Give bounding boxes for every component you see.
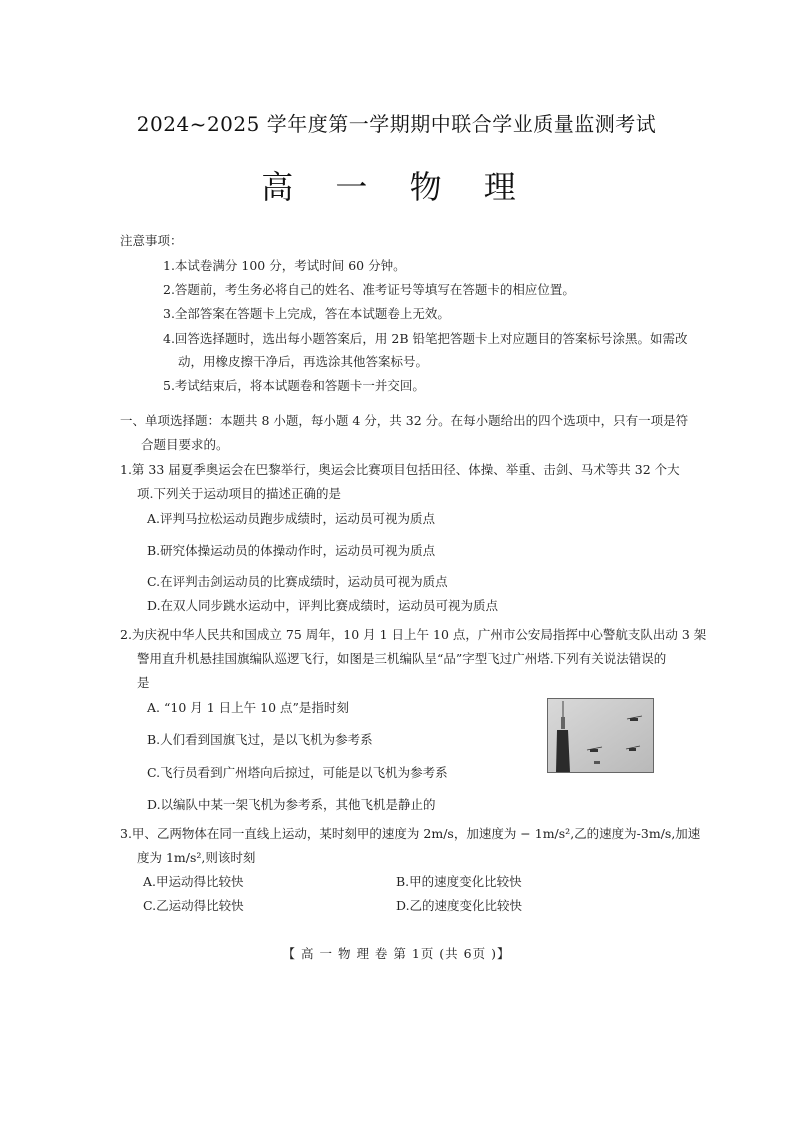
notice-item: 4.回答选择题时，选出每小题答案后，用 2B 铅笔把答题卡上对应题目的答案标号涂黑。如需改 xyxy=(163,331,688,346)
section-heading: 一、单项选择题：本题共 8 小题，每小题 4 分，共 32 分。在每小题给出的四个选项中，只有一项是符 xyxy=(120,413,689,428)
question-2-stem-continuation: 是 xyxy=(137,675,150,690)
question-3-stem: 3.甲、乙两物体在同一直线上运动，某时刻甲的速度为 2m/s，加速度为 − 1m/s²,乙的速度为-3m/s,加速 xyxy=(120,826,701,841)
exam-title: 2024~2025 学年度第一学期期中联合学业质量监测考试 xyxy=(136,112,657,136)
flag xyxy=(594,761,600,764)
notice-item: 2.答题前，考生务必将自己的姓名、准考证号等填写在答题卡的相应位置。 xyxy=(163,282,575,297)
question-1-option-a: A.评判马拉松运动员跑步成绩时，运动员可视为质点 xyxy=(147,511,436,526)
question-3-option-c: C.乙运动得比较快 xyxy=(143,898,244,913)
question-2-option-c: C.飞行员看到广州塔向后掠过，可能是以飞机为参考系 xyxy=(147,765,448,780)
question-3-option-a: A.甲运动得比较快 xyxy=(143,874,244,889)
question-2-option-b: B.人们看到国旗飞过，是以飞机为参考系 xyxy=(147,732,373,747)
question-2-stem-continuation: 警用直升机悬挂国旗编队巡逻飞行，如图是三机编队呈“品”字型飞过广州塔.下列有关说法错误的 xyxy=(137,651,667,666)
notice-item: 3.全部答案在答题卡上完成，答在本试题卷上无效。 xyxy=(163,306,450,321)
question-3-option-d: D.乙的速度变化比较快 xyxy=(396,898,523,913)
page-footer: 【 高 一 物 理 卷 第 1页 (共 6页 )】 xyxy=(282,946,511,961)
question-1-option-b: B.研究体操运动员的体操动作时，运动员可视为质点 xyxy=(147,543,436,558)
question-3-option-b: B.甲的速度变化比较快 xyxy=(396,874,522,889)
notice-item: 1.本试卷满分 100 分，考试时间 60 分钟。 xyxy=(163,258,406,273)
question-2-option-d: D.以编队中某一架飞机为参考系，其他飞机是静止的 xyxy=(147,797,436,812)
question-1-stem-continuation: 项.下列关于运动项目的描述正确的是 xyxy=(137,486,341,501)
question-2-option-a: A. “10 月 1 日上午 10 点”是指时刻 xyxy=(147,700,349,715)
question-1-option-d: D.在双人同步跳水运动中，评判比赛成绩时，运动员可视为质点 xyxy=(147,598,499,613)
notice-item: 5.考试结束后，将本试题卷和答题卡一并交回。 xyxy=(163,378,425,393)
notice-item-continuation: 动，用橡皮擦干净后，再选涂其他答案标号。 xyxy=(178,354,429,369)
question-3-stem-continuation: 度为 1m/s²,则该时刻 xyxy=(137,850,256,865)
question-1-stem: 1.第 33 届夏季奥运会在巴黎举行，奥运会比赛项目包括田径、体操、举重、击剑、马术等共 32 个大 xyxy=(120,462,680,477)
notice-heading: 注意事项： xyxy=(120,233,183,248)
question-1-option-c: C.在评判击剑运动员的比赛成绩时，运动员可视为质点 xyxy=(147,574,448,589)
canton-tower-photo xyxy=(547,698,654,773)
tower-body xyxy=(556,730,570,772)
section-heading-continuation: 合题目要求的。 xyxy=(141,437,229,452)
subject-title: 高 一 物 理 xyxy=(261,168,532,206)
question-2-stem: 2.为庆祝中华人民共和国成立 75 周年，10 月 1 日上午 10 点，广州市公安局指挥中心警航支队出动 3 架 xyxy=(120,627,707,642)
